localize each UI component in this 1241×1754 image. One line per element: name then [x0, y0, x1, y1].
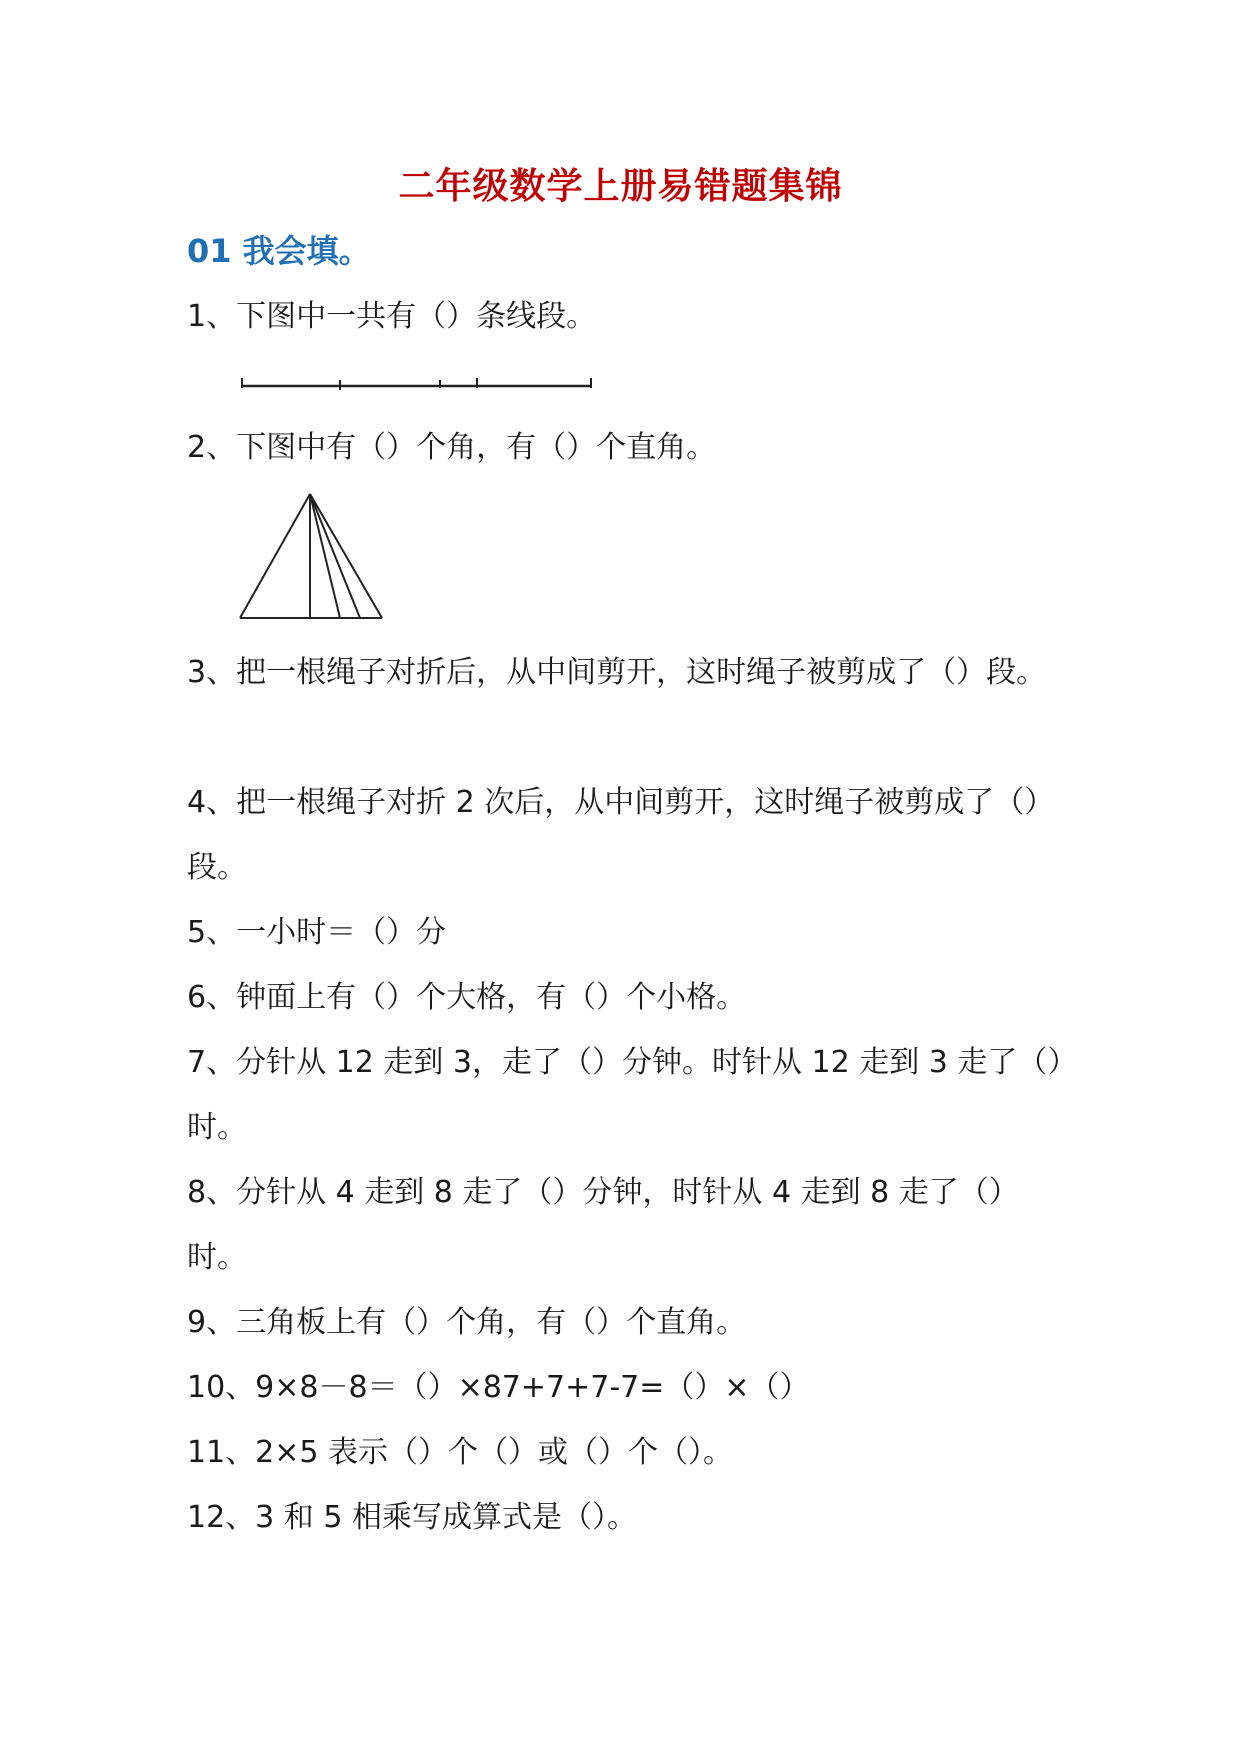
section-heading: 01 我会填。 [187, 232, 371, 270]
question-12: 12、3 和 5 相乘写成算式是（）。 [187, 1500, 637, 1535]
question-8: 8、分针从 4 走到 8 走了（）分钟，时针从 4 走到 8 走了（）时。 [187, 1175, 1019, 1275]
question-1: 1、下图中一共有（）条线段。 [187, 299, 597, 334]
question-4: 4、把一根绳子对折 2 次后，从中间剪开，这时绳子被剪成了（）段。 [187, 785, 1055, 885]
question-2: 2、下图中有（）个角，有（）个直角。 [187, 430, 717, 465]
question-11: 11、2×5 表示（）个（）或（）个（）。 [187, 1435, 734, 1470]
page-title: 二年级数学上册易错题集锦 [398, 166, 843, 207]
question-9: 9、三角板上有（）个角，有（）个直角。 [187, 1305, 747, 1340]
question-5: 5、一小时＝（）分 [187, 915, 447, 950]
question-10: 10、9×8－8＝（）×87+7+7-7=（）×（） [187, 1370, 810, 1405]
question-6: 6、钟面上有（）个大格，有（）个小格。 [187, 980, 747, 1015]
line-segment-figure [240, 372, 595, 394]
angle-triangle-figure [238, 490, 386, 622]
question-7: 7、分针从 12 走到 3，走了（）分钟。时针从 12 走到 3 走了（）时。 [187, 1045, 1063, 1145]
question-3: 3、把一根绳子对折后，从中间剪开，这时绳子被剪成了（）段。 [187, 655, 1047, 690]
